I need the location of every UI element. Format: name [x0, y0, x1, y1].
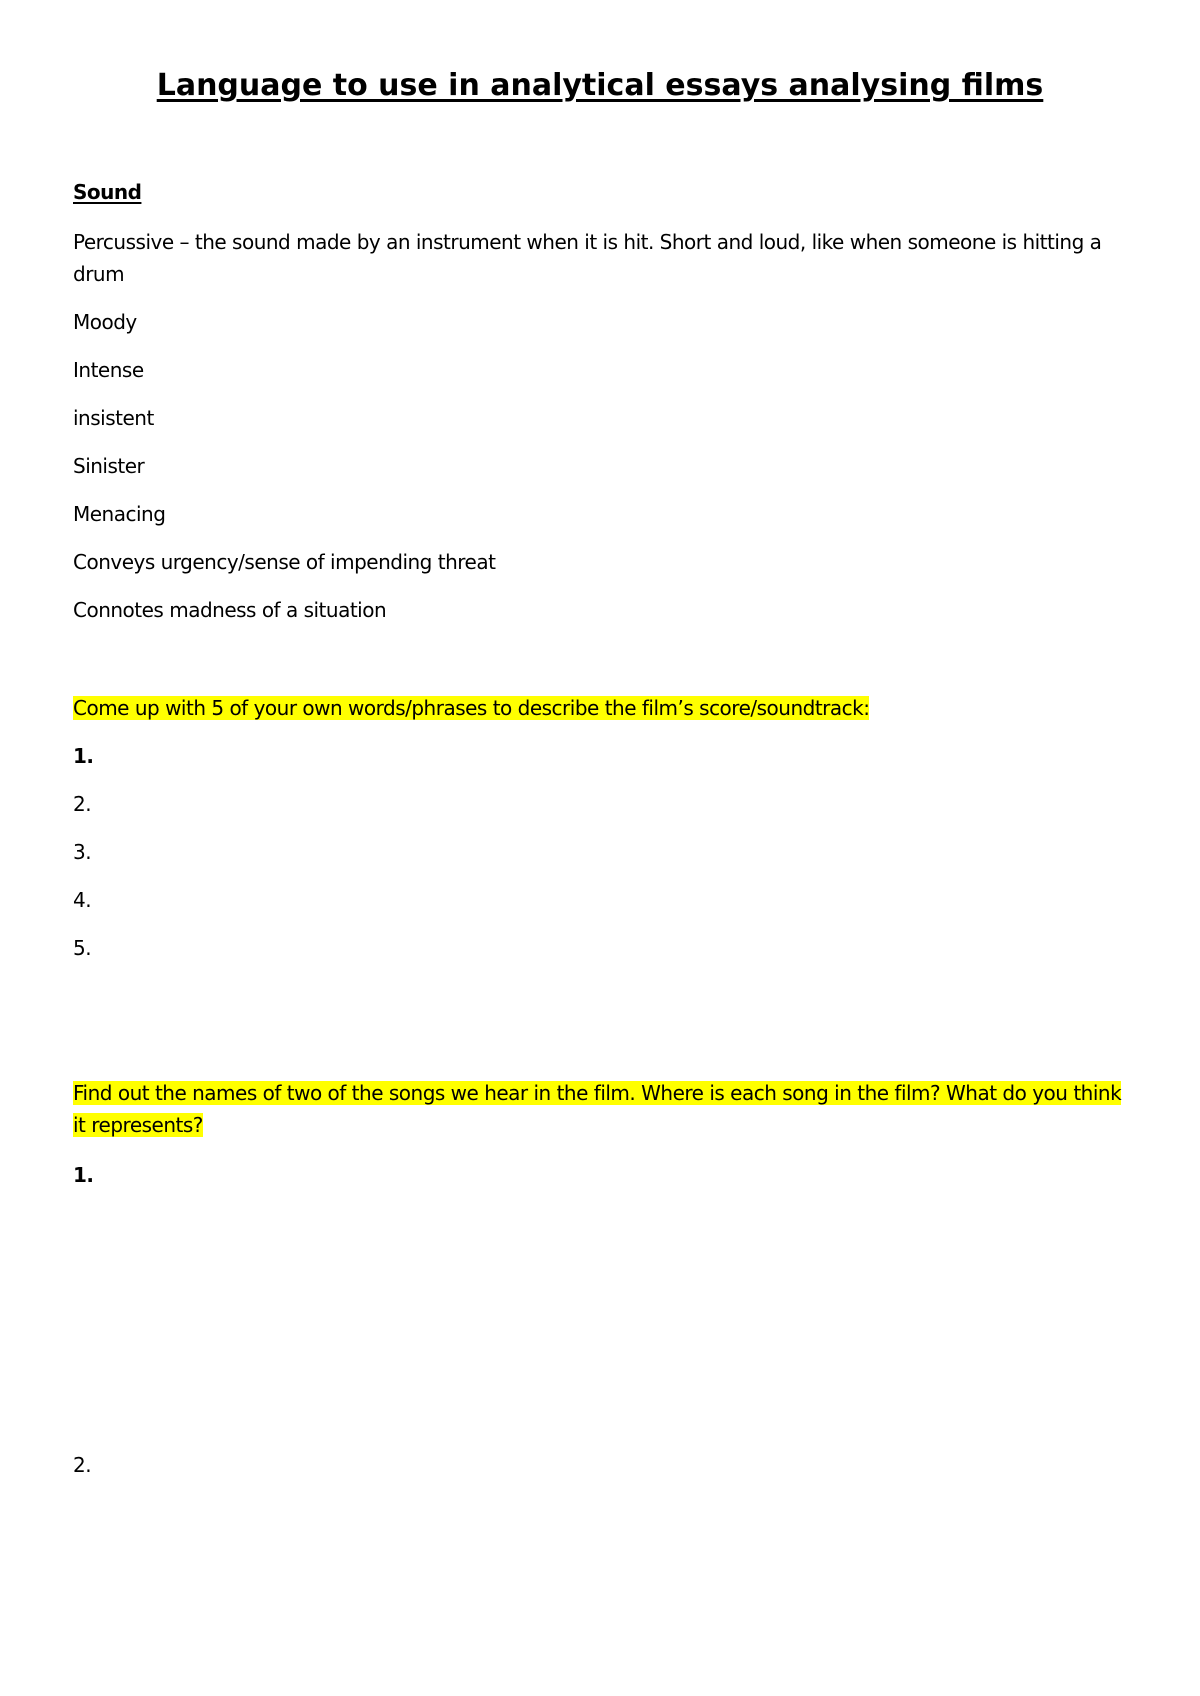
answer-number: 4.: [73, 888, 92, 912]
section-heading-sound: Sound: [73, 180, 142, 204]
task2-prompt-highlight: Find out the names of two of the songs we hear in the film. Where is each song in the film? What do you think it represents?: [73, 1081, 1122, 1137]
answer-number: 3.: [73, 840, 92, 864]
answer-number: 1.: [73, 744, 94, 768]
word-item: Conveys urgency/sense of impending threat: [73, 550, 496, 574]
word-item: Sinister: [73, 454, 145, 478]
answer-number: 2.: [73, 1453, 92, 1477]
answer-number: 5.: [73, 936, 92, 960]
percussive-definition: Percussive – the sound made by an instrument when it is hit. Short and loud, like when someone is hitting a drum: [73, 230, 1102, 286]
task1-prompt: [73, 692, 869, 724]
task1-prompt-highlight: Come up with 5 of your own words/phrases to describe the film’s score/soundtrack:: [73, 696, 870, 720]
answer-number: 2.: [73, 792, 92, 816]
answer-number: 1.: [73, 1163, 94, 1187]
word-item: Intense: [73, 358, 144, 382]
word-item: Moody: [73, 310, 137, 334]
page-title: Language to use in analytical essays analysing films: [156, 68, 1044, 103]
task2-prompt: [73, 1077, 1123, 1141]
word-item: Menacing: [73, 502, 166, 526]
word-item: insistent: [73, 406, 154, 430]
word-item: Connotes madness of a situation: [73, 598, 387, 622]
